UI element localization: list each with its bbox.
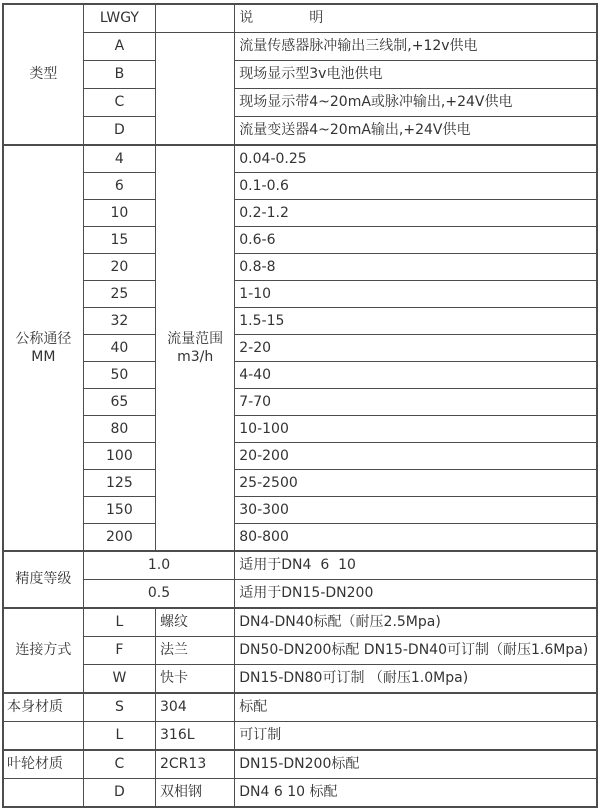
flow-range-value: 25-2500 (235, 470, 597, 497)
material-code: C (83, 750, 155, 779)
type-code: C (83, 89, 155, 117)
table-row (3, 117, 597, 146)
dn-value: 100 (83, 443, 155, 470)
table-row (3, 416, 597, 443)
table-row (3, 362, 597, 389)
table-row (3, 254, 597, 281)
flow-range-value: 0.04-0.25 (235, 145, 597, 173)
table-row (3, 750, 597, 779)
type-desc: 流量变送器4~20mA输出,+24V供电 (235, 117, 597, 146)
type-desc: 现场显示型3v电池供电 (235, 61, 597, 89)
section-label-connection: 连接方式 (3, 608, 83, 693)
material-desc: 可订制 (235, 722, 597, 751)
table-row (3, 89, 597, 117)
dn-value: 10 (83, 200, 155, 227)
dn-value: 32 (83, 308, 155, 335)
material-name: 双相钢 (156, 779, 235, 808)
flow-range-value: 80-800 (235, 524, 597, 552)
flow-range-value: 1-10 (235, 281, 597, 308)
table-row (3, 637, 597, 665)
dn-value: 50 (83, 362, 155, 389)
table-row (3, 335, 597, 362)
section-label-type: 类型 (3, 4, 83, 145)
model-code-header: LWGY (83, 4, 155, 33)
dn-value: 65 (83, 389, 155, 416)
table-row (3, 551, 597, 580)
description-header (235, 4, 597, 33)
dn-value: 25 (83, 281, 155, 308)
type-empty-cell (156, 33, 235, 146)
flow-range-label-line1: 流量范围 (167, 331, 224, 347)
description-header-right: 明 (309, 10, 324, 26)
section-label-accuracy: 精度等级 (3, 551, 83, 608)
section-label-impeller-material: 叶轮材质 (3, 750, 83, 779)
dn-value: 125 (83, 470, 155, 497)
table-row (3, 580, 597, 609)
table-row (3, 4, 597, 33)
table-row (3, 389, 597, 416)
type-code: D (83, 117, 155, 146)
flow-range-value: 0.8-8 (235, 254, 597, 281)
material-code: L (83, 722, 155, 751)
dn-value: 6 (83, 173, 155, 200)
flow-range-value: 2-20 (235, 335, 597, 362)
dn-value: 40 (83, 335, 155, 362)
table-row (3, 281, 597, 308)
connection-name: 法兰 (156, 637, 235, 665)
description-header-left: 说 (239, 10, 254, 26)
diameter-label-line2: MM (31, 349, 56, 365)
flow-range-value: 20-200 (235, 443, 597, 470)
material-name: 304 (156, 693, 235, 722)
material-name: 2CR13 (156, 750, 235, 779)
table-row (3, 443, 597, 470)
flow-range-value: 10-100 (235, 416, 597, 443)
flow-range-label-line2: m3/h (177, 349, 214, 365)
connection-code: W (83, 665, 155, 694)
flow-range-value: 0.6-6 (235, 227, 597, 254)
connection-name: 螺纹 (156, 608, 235, 637)
header-empty-cell (156, 4, 235, 33)
flow-range-value: 1.5-15 (235, 308, 597, 335)
table-row (3, 145, 597, 173)
accuracy-desc: 适用于DN15-DN200 (235, 580, 597, 609)
material-desc: 标配 (235, 693, 597, 722)
accuracy-value: 0.5 (83, 580, 235, 609)
type-desc: 现场显示带4~20mA或脉冲输出,+24V供电 (235, 89, 597, 117)
dn-value: 80 (83, 416, 155, 443)
connection-desc: DN15-DN80可订制 （耐压1.0Mpa) (235, 665, 597, 694)
table-row (3, 665, 597, 694)
dn-value: 4 (83, 145, 155, 173)
flow-range-value: 0.2-1.2 (235, 200, 597, 227)
connection-code: L (83, 608, 155, 637)
material-desc: DN15-DN200标配 (235, 750, 597, 779)
diameter-label-line1: 公称通径 (15, 331, 72, 347)
flow-range-value: 0.1-0.6 (235, 173, 597, 200)
table-row (3, 470, 597, 497)
dn-value: 15 (83, 227, 155, 254)
table-row (3, 308, 597, 335)
table-row (3, 200, 597, 227)
dn-value: 20 (83, 254, 155, 281)
type-code: A (83, 33, 155, 61)
accuracy-value: 1.0 (83, 551, 235, 580)
dn-value: 200 (83, 524, 155, 552)
table-row (3, 61, 597, 89)
table-row (3, 227, 597, 254)
empty-label-cell (3, 779, 83, 808)
flow-range-value: 30-300 (235, 497, 597, 524)
empty-label-cell (3, 722, 83, 751)
material-code: D (83, 779, 155, 808)
connection-code: F (83, 637, 155, 665)
table-row (3, 693, 597, 722)
connection-desc: DN50-DN200标配 DN15-DN40可订制（耐压1.6Mpa) (235, 637, 597, 665)
table-row (3, 608, 597, 637)
dn-value: 150 (83, 497, 155, 524)
section-label-diameter (3, 145, 83, 551)
table-row (3, 779, 597, 808)
connection-desc: DN4-DN40标配（耐压2.5Mpa) (235, 608, 597, 637)
table-row (3, 173, 597, 200)
section-label-body-material: 本身材质 (3, 693, 83, 722)
material-name: 316L (156, 722, 235, 751)
flow-range-value: 4-40 (235, 362, 597, 389)
flow-range-value: 7-70 (235, 389, 597, 416)
table-row (3, 524, 597, 552)
connection-name: 快卡 (156, 665, 235, 694)
table-row (3, 497, 597, 524)
material-desc: DN4 6 10 标配 (235, 779, 597, 808)
table-row (3, 722, 597, 751)
table-row (3, 33, 597, 61)
type-desc: 流量传感器脉冲输出三线制,+12v供电 (235, 33, 597, 61)
accuracy-desc: 适用于DN4 6 10 (235, 551, 597, 580)
material-code: S (83, 693, 155, 722)
spec-table (2, 3, 598, 808)
type-code: B (83, 61, 155, 89)
flow-range-label (156, 145, 235, 551)
